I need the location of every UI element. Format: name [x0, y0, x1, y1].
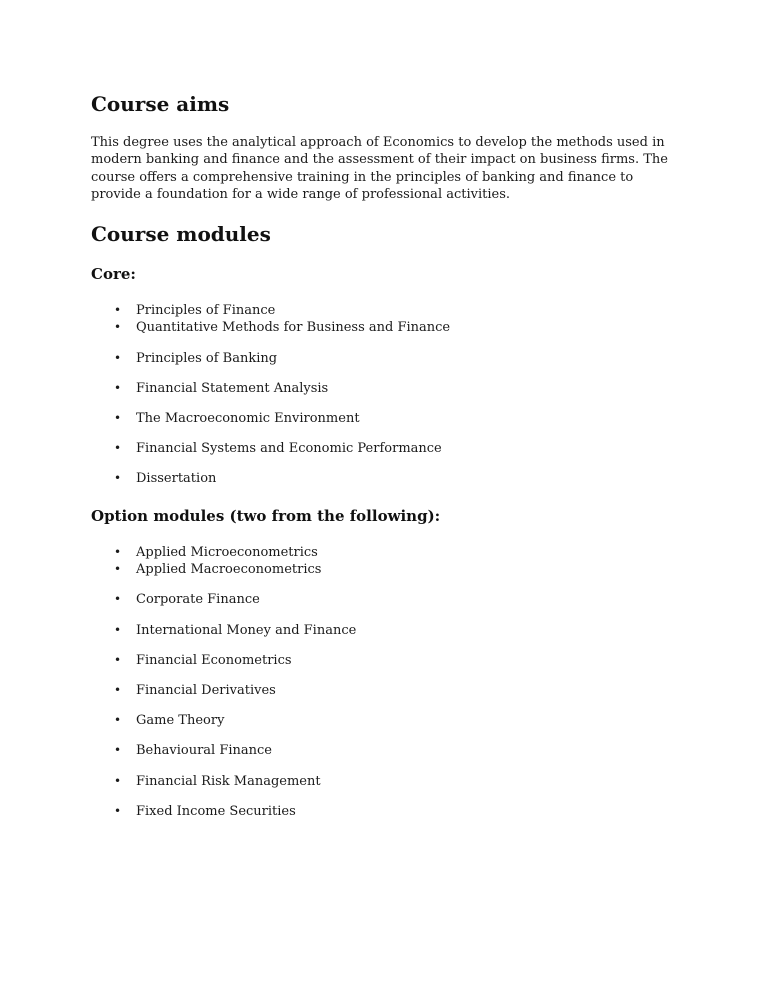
bullet-icon: •	[114, 804, 122, 818]
list-item-label: Financial Derivatives	[136, 683, 276, 698]
list-item-label: Dissertation	[136, 471, 217, 486]
bullet-icon: •	[114, 411, 122, 425]
course-aims-paragraph: This degree uses the analytical approach of Economics to develop the methods used in modern banking and finance and the assessment of their impact on business firms. The course offers a comprehensive training in the principles of banking and finance to provide a foundation for a wide range of professional activities.	[91, 135, 668, 202]
bullet-icon: •	[114, 562, 122, 576]
bullet-icon: •	[114, 471, 122, 485]
bullet-icon: •	[114, 545, 122, 559]
bullet-icon: •	[114, 743, 122, 757]
list-item-label: Principles of Finance	[136, 303, 276, 318]
list-item-label: Financial Risk Management	[136, 774, 321, 789]
bullet-icon: •	[114, 683, 122, 697]
list-item-label: The Macroeconomic Environment	[136, 411, 360, 426]
list-item-label: International Money and Finance	[136, 623, 357, 638]
list-item-label: Financial Statement Analysis	[136, 381, 329, 396]
bullet-icon: •	[114, 774, 122, 788]
list-item-label: Financial Systems and Economic Performance	[136, 441, 442, 456]
bullet-icon: •	[114, 713, 122, 727]
list-item-label: Applied Macroeconometrics	[136, 562, 322, 577]
bullet-icon: •	[114, 303, 122, 317]
course-modules-heading: Course modules	[91, 222, 271, 246]
bullet-icon: •	[114, 320, 122, 334]
list-item-label: Game Theory	[136, 713, 225, 728]
list-item-label: Behavioural Finance	[136, 743, 272, 758]
bullet-icon: •	[114, 351, 122, 365]
bullet-icon: •	[114, 381, 122, 395]
list-item-label: Applied Microeconometrics	[136, 545, 318, 560]
bullet-icon: •	[114, 592, 122, 606]
bullet-icon: •	[114, 653, 122, 667]
bullet-icon: •	[114, 441, 122, 455]
list-item-label: Financial Econometrics	[136, 653, 292, 668]
list-item-label: Fixed Income Securities	[136, 804, 296, 819]
option-modules-heading: Option modules (two from the following):	[91, 507, 441, 525]
list-item-label: Principles of Banking	[136, 351, 278, 366]
list-item-label: Quantitative Methods for Business and Finance	[136, 320, 451, 335]
core-modules-heading: Core:	[91, 265, 136, 283]
bullet-icon: •	[114, 623, 122, 637]
course-aims-heading: Course aims	[91, 92, 230, 116]
list-item-label: Corporate Finance	[136, 592, 260, 607]
